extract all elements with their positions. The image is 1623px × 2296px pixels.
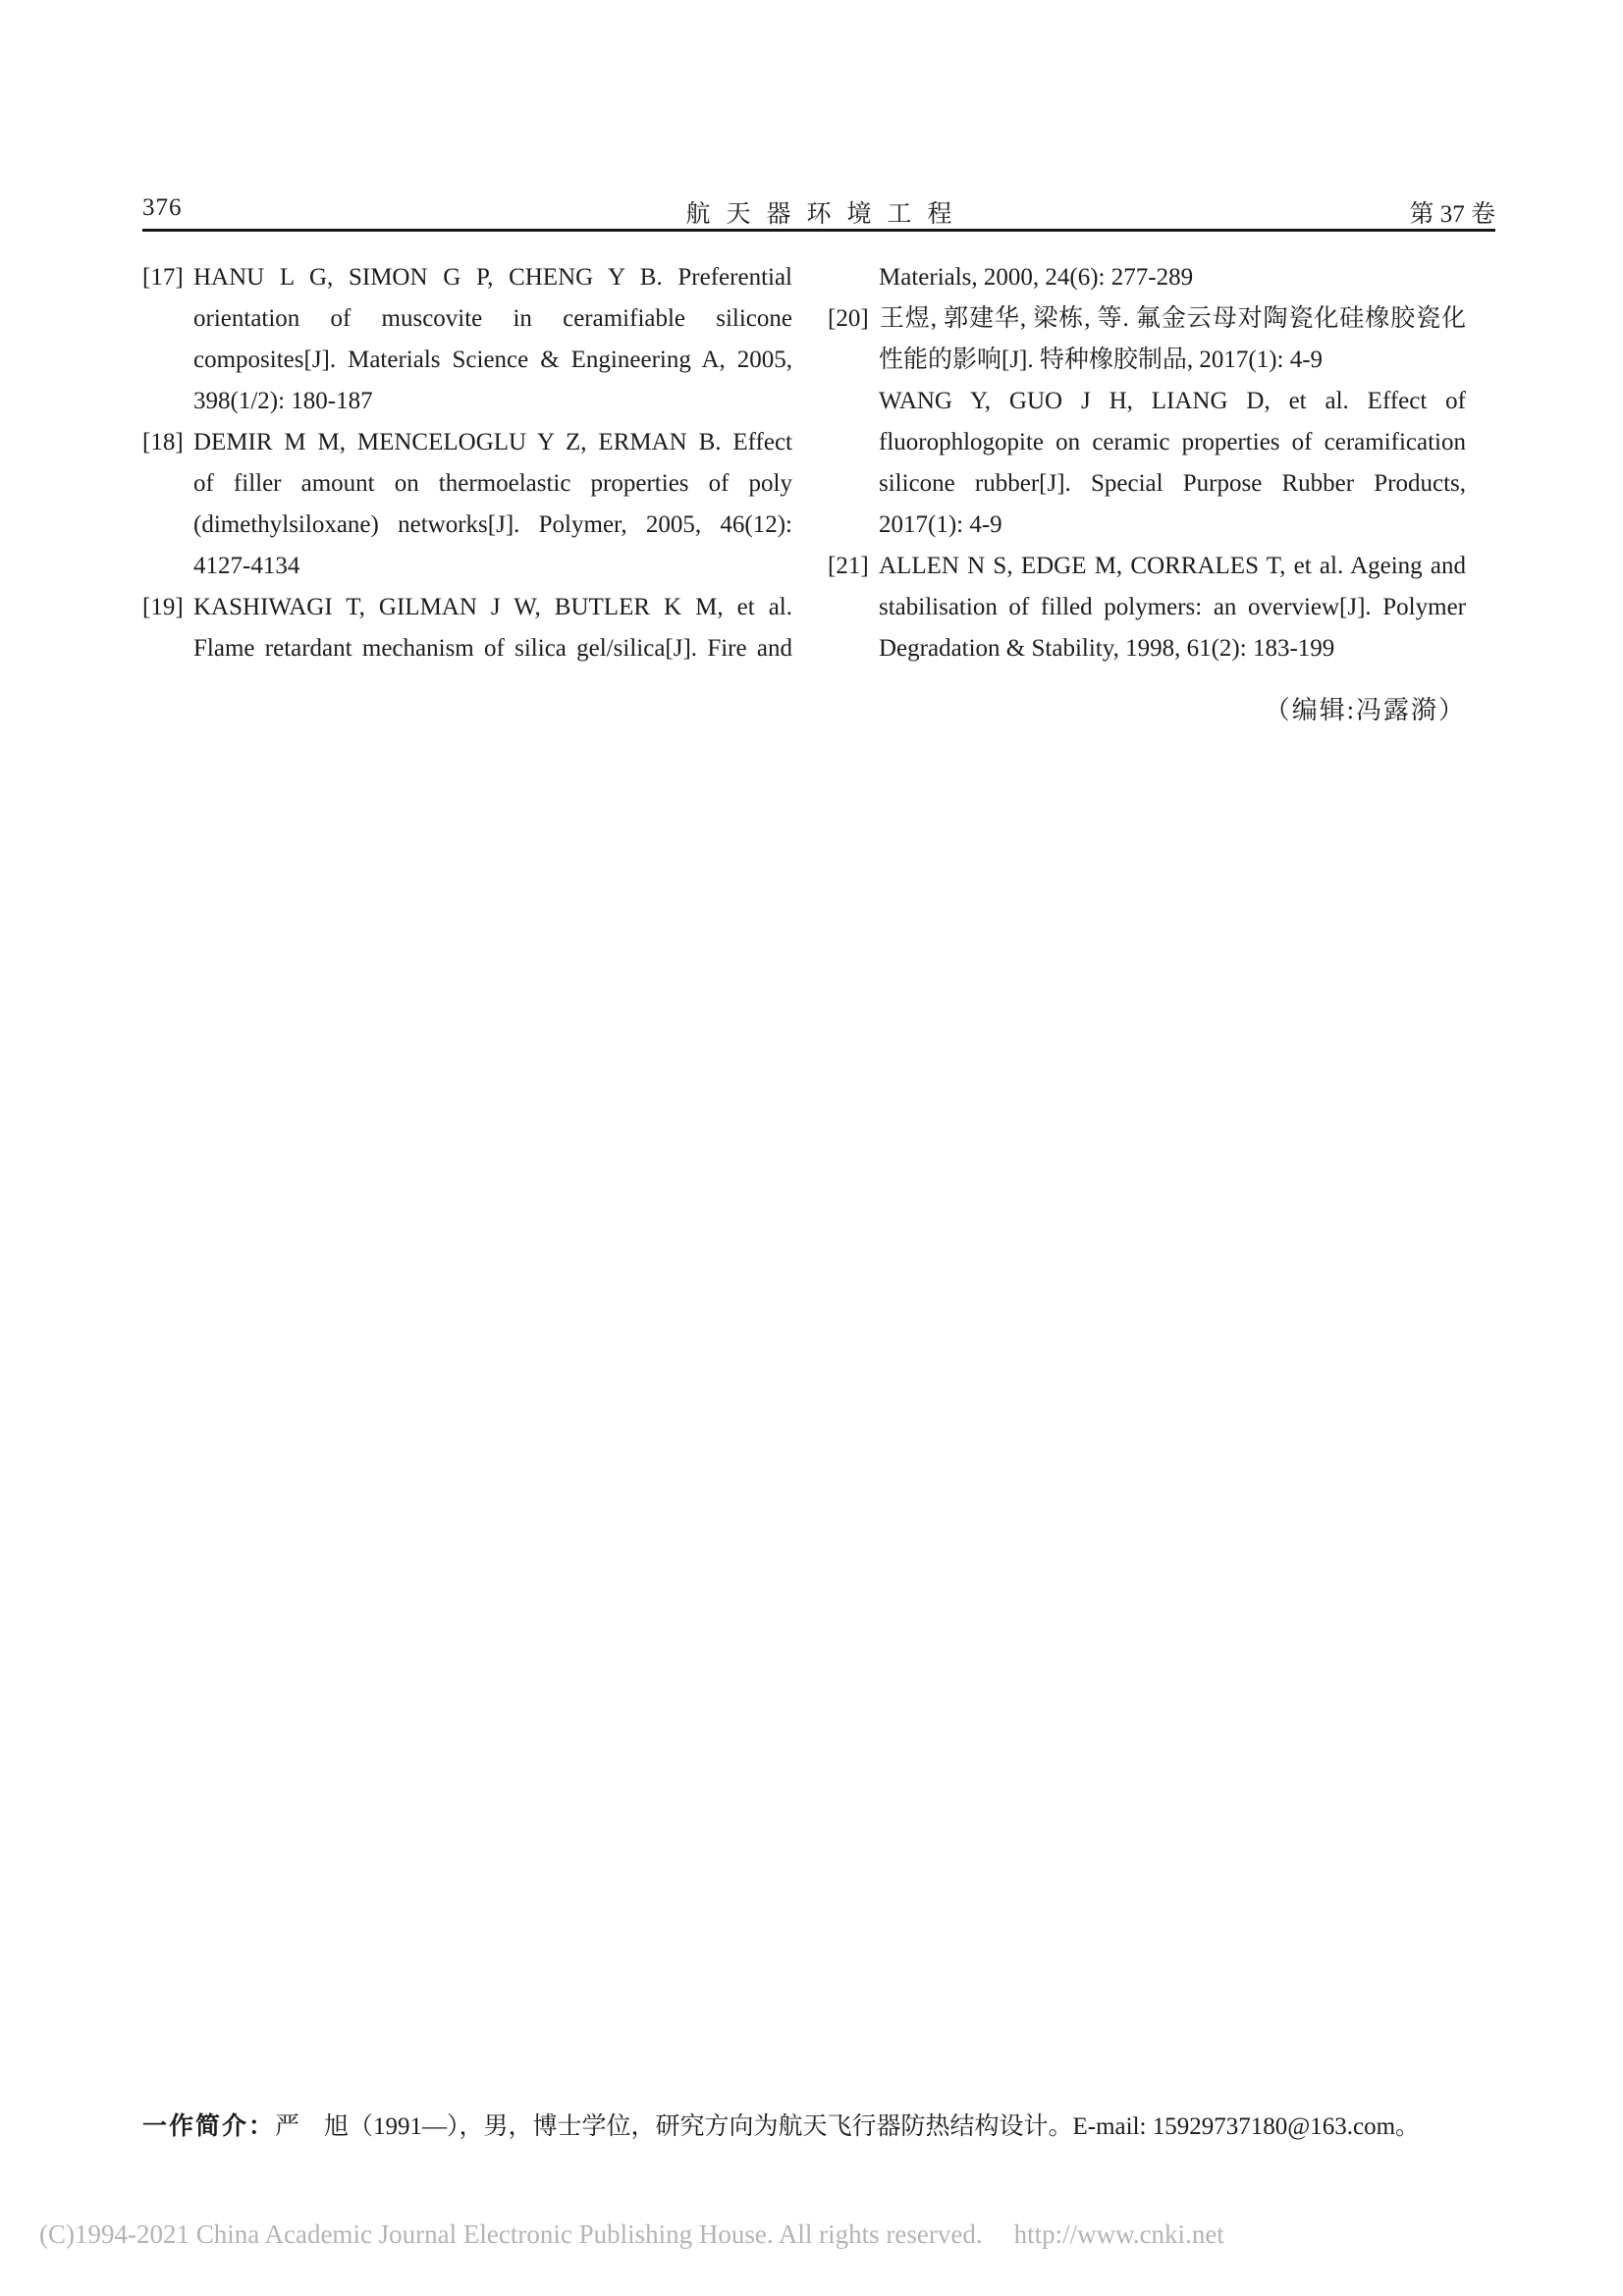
reference-line	[828, 505, 1466, 546]
reference-line	[828, 257, 1466, 298]
copyright-line	[39, 2219, 1224, 2250]
reference-text: Degradation & Stability, 1998, 61(2): 183-199	[879, 635, 1335, 662]
copyright-text: (C)1994-2021 China Academic Journal Electronic Publishing House. All rights reserved.	[39, 2219, 983, 2249]
reference-text: ALLEN N S, EDGE M, CORRALES T, et al. Ageing and	[879, 553, 1466, 579]
reference-text: 4127-4134	[193, 553, 300, 579]
reference-line	[142, 587, 792, 628]
references-column-right	[828, 257, 1466, 669]
reference-text: 398(1/2): 180-187	[193, 388, 373, 414]
reference-text: orientation of muscovite in ceramifiable silicone	[193, 305, 792, 332]
reference-line	[142, 257, 792, 298]
reference-line	[142, 381, 792, 422]
reference-text: Flame retardant mechanism of silica gel/silica[J]. Fire and	[193, 635, 792, 662]
reference-line	[142, 628, 792, 669]
volume-label: 第 37 卷	[1409, 201, 1495, 228]
reference-number: [20]	[828, 305, 869, 332]
author-bio-text: 严 旭（1991—），男，博士学位，研究方向为航天飞行器防热结构设计。E-mail: 15929737180@163.com。	[275, 2113, 1421, 2140]
reference-text: WANG Y, GUO J H, LIANG D, et al. Effect of	[879, 388, 1466, 414]
reference-text: (dimethylsiloxane) networks[J]. Polymer, 2005, 46(12):	[193, 511, 792, 538]
reference-text: composites[J]. Materials Science & Engineering A, 2005,	[193, 347, 792, 373]
reference-text: stabilisation of filled polymers: an overview[J]. Polymer	[879, 594, 1466, 620]
page-header	[142, 192, 1495, 228]
author-bio-label: 一作简介：	[142, 2112, 276, 2140]
reference-text: 王煜, 郭建华, 梁栋, 等. 氟金云母对陶瓷化硅橡胶瓷化	[879, 305, 1466, 332]
reference-text: HANU L G, SIMON G P, CHENG Y B. Preferential	[193, 264, 792, 291]
reference-line	[142, 298, 792, 340]
header-rule	[142, 229, 1495, 232]
reference-line	[142, 340, 792, 381]
reference-line	[142, 505, 792, 546]
reference-number: [17]	[142, 264, 184, 291]
reference-text: fluorophlogopite on ceramic properties of ceramification	[879, 429, 1466, 455]
reference-text: DEMIR M M, MENCELOGLU Y Z, ERMAN B. Effect	[193, 429, 792, 455]
reference-number: [18]	[142, 429, 184, 455]
reference-line	[142, 546, 792, 587]
reference-line	[828, 587, 1466, 628]
reference-line	[828, 628, 1466, 669]
reference-line	[828, 340, 1466, 381]
references-column-left	[142, 257, 792, 669]
reference-line	[142, 422, 792, 463]
reference-text: 性能的影响[J]. 特种橡胶制品, 2017(1): 4-9	[879, 347, 1324, 373]
reference-number: [21]	[828, 553, 869, 579]
reference-text: KASHIWAGI T, GILMAN J W, BUTLER K M, et al.	[193, 594, 792, 620]
reference-text: Materials, 2000, 24(6): 277-289	[879, 264, 1194, 291]
reference-line	[828, 422, 1466, 463]
reference-number: [19]	[142, 594, 184, 620]
author-bio	[142, 2107, 1517, 2147]
editor-note: （编辑:冯露漪）	[1264, 696, 1466, 724]
reference-line	[828, 381, 1466, 422]
reference-line	[828, 463, 1466, 505]
journal-title: 航天器环境工程	[685, 201, 968, 228]
reference-text: of filler amount on thermoelastic properties of poly	[193, 470, 792, 497]
cnki-url: http://www.cnki.net	[1013, 2219, 1224, 2249]
reference-line	[828, 298, 1466, 340]
reference-line	[142, 463, 792, 505]
page-number: 376	[142, 194, 183, 221]
reference-text: 2017(1): 4-9	[879, 511, 1002, 538]
reference-line	[828, 546, 1466, 587]
reference-text: silicone rubber[J]. Special Purpose Rubber Products,	[879, 470, 1466, 497]
